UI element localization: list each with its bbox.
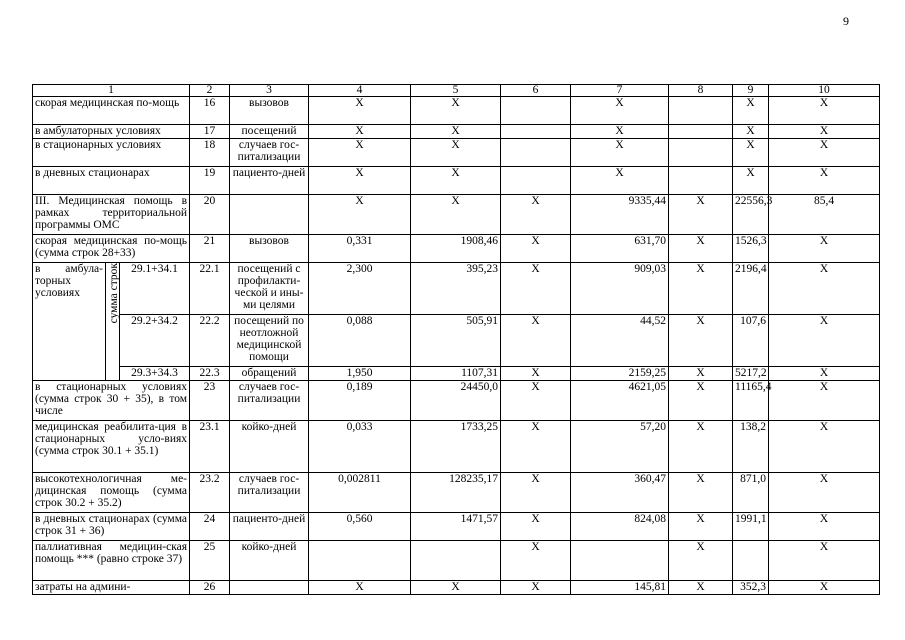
header-cell-7: 7 — [571, 85, 669, 97]
table-row — [33, 139, 880, 167]
header-cell-2: 2 — [190, 85, 230, 97]
line-number: 22.1 — [190, 263, 230, 315]
unit-cell: вызовов — [230, 235, 309, 263]
value-cell: 9335,44 — [571, 195, 669, 235]
value-cell: 1107,31 — [411, 367, 501, 381]
value-cell: 24450,0 — [411, 381, 501, 421]
unit-cell — [230, 581, 309, 595]
unit-cell: посещений по неотложной медицинской помощи — [230, 315, 309, 367]
value-cell: X — [571, 167, 669, 195]
value-cell — [309, 541, 411, 581]
value-cell: X — [769, 381, 880, 421]
value-cell: X — [309, 97, 411, 125]
unit-cell: случаев гос-питализации — [230, 473, 309, 513]
table-row — [33, 421, 880, 473]
value-cell: 909,03 — [571, 263, 669, 315]
ambulatory-label: в амбула-торных условиях — [33, 263, 106, 381]
header-cell-1: 1 — [33, 85, 190, 97]
table-row — [33, 167, 880, 195]
value-cell: X — [501, 195, 571, 235]
value-cell: 57,20 — [571, 421, 669, 473]
value-cell: X — [501, 263, 571, 315]
value-cell: X — [669, 513, 733, 541]
header-row — [33, 85, 880, 97]
unit-cell: койко-дней — [230, 541, 309, 581]
value-cell: 1526,3 — [733, 235, 769, 263]
unit-cell: пациенто-дней — [230, 513, 309, 541]
table-row — [33, 97, 880, 125]
value-cell: X — [769, 125, 880, 139]
row-name: паллиативная медицин-ская помощь *** (равно строке 37) — [33, 541, 190, 581]
value-cell: X — [309, 195, 411, 235]
table-row — [33, 381, 880, 421]
value-cell: 44,52 — [571, 315, 669, 367]
unit-cell: пациенто-дней — [230, 167, 309, 195]
line-number: 25 — [190, 541, 230, 581]
line-number: 21 — [190, 235, 230, 263]
value-cell: 395,23 — [411, 263, 501, 315]
table-row — [33, 195, 880, 235]
value-cell: X — [769, 581, 880, 595]
value-cell: X — [769, 315, 880, 367]
value-cell — [669, 167, 733, 195]
value-cell: X — [769, 263, 880, 315]
value-cell: X — [769, 473, 880, 513]
value-cell: 107,6 — [733, 315, 769, 367]
value-cell: X — [733, 97, 769, 125]
value-cell: 824,08 — [571, 513, 669, 541]
line-number: 23.2 — [190, 473, 230, 513]
line-number: 20 — [190, 195, 230, 235]
value-cell: 871,0 — [733, 473, 769, 513]
header-cell-4: 4 — [309, 85, 411, 97]
value-cell: 0,002811 — [309, 473, 411, 513]
value-cell: 128235,17 — [411, 473, 501, 513]
unit-cell: посещений с профилакти-ческой и ины-ми целями — [230, 263, 309, 315]
row-name: в дневных стационарах (сумма строк 31 + 36) — [33, 513, 190, 541]
value-cell: X — [733, 125, 769, 139]
row-name: скорая медицинская по-мощь — [33, 97, 190, 125]
row-name: в дневных стационарах — [33, 167, 190, 195]
unit-cell: посещений — [230, 125, 309, 139]
value-cell: X — [669, 263, 733, 315]
value-cell: 145,81 — [571, 581, 669, 595]
value-cell: X — [669, 367, 733, 381]
value-cell: 0,033 — [309, 421, 411, 473]
line-number: 23.1 — [190, 421, 230, 473]
table-row — [33, 513, 880, 541]
value-cell: X — [571, 97, 669, 125]
value-cell: X — [669, 581, 733, 595]
value-cell: 631,70 — [571, 235, 669, 263]
sum-formula: 29.3+34.3 — [120, 367, 190, 381]
row-name: в стационарных условиях (сумма строк 30 + 35), в том числе — [33, 381, 190, 421]
unit-cell: случаев гос-питализации — [230, 139, 309, 167]
row-name: в стационарных условиях — [33, 139, 190, 167]
value-cell: 1471,57 — [411, 513, 501, 541]
line-number: 19 — [190, 167, 230, 195]
value-cell: X — [309, 125, 411, 139]
header-cell-6: 6 — [501, 85, 571, 97]
row-name: в амбулаторных условиях — [33, 125, 190, 139]
value-cell: X — [769, 97, 880, 125]
value-cell: 2159,25 — [571, 367, 669, 381]
table-row — [33, 473, 880, 513]
value-cell: 2196,4 — [733, 263, 769, 315]
value-cell: X — [669, 541, 733, 581]
value-cell: 138,2 — [733, 421, 769, 473]
value-cell: X — [411, 195, 501, 235]
value-cell: X — [501, 315, 571, 367]
value-cell — [501, 97, 571, 125]
value-cell: X — [669, 421, 733, 473]
value-cell: X — [669, 381, 733, 421]
value-cell: 22556,3 — [733, 195, 769, 235]
value-cell: 505,91 — [411, 315, 501, 367]
value-cell: X — [411, 581, 501, 595]
value-cell: 1908,46 — [411, 235, 501, 263]
table-row — [33, 235, 880, 263]
table-row — [33, 541, 880, 581]
header-cell-9: 9 — [733, 85, 769, 97]
unit-cell: случаев гос-питализации — [230, 381, 309, 421]
table-row — [33, 125, 880, 139]
value-cell: 360,47 — [571, 473, 669, 513]
value-cell: X — [571, 125, 669, 139]
value-cell — [571, 541, 669, 581]
value-cell: X — [411, 97, 501, 125]
line-number: 22.2 — [190, 315, 230, 367]
row-name: затраты на админи- — [33, 581, 190, 595]
value-cell: 352,3 — [733, 581, 769, 595]
value-cell — [501, 139, 571, 167]
value-cell — [501, 125, 571, 139]
value-cell: 0,560 — [309, 513, 411, 541]
line-number: 26 — [190, 581, 230, 595]
row-name: скорая медицинская по-мощь (сумма строк 28+33) — [33, 235, 190, 263]
value-cell: 0,331 — [309, 235, 411, 263]
value-cell: X — [309, 139, 411, 167]
value-cell: X — [309, 167, 411, 195]
line-number: 16 — [190, 97, 230, 125]
value-cell: X — [411, 139, 501, 167]
value-cell: 1,950 — [309, 367, 411, 381]
table-row — [33, 315, 880, 367]
value-cell: 4621,05 — [571, 381, 669, 421]
value-cell: X — [501, 367, 571, 381]
unit-cell — [230, 195, 309, 235]
value-cell: X — [501, 235, 571, 263]
value-cell: X — [501, 581, 571, 595]
table-row — [33, 367, 880, 381]
row-name: медицинская реабилита-ция в стационарных усло-виях (сумма строк 30.1 + 35.1) — [33, 421, 190, 473]
row-name: высокотехнологичная ме-дицинская помощь (сумма строк 30.2 + 35.2) — [33, 473, 190, 513]
value-cell: X — [501, 541, 571, 581]
value-cell: X — [501, 421, 571, 473]
value-cell: X — [769, 541, 880, 581]
row-name: III. Медицинская помощь в рамках территориальной программы ОМС — [33, 195, 190, 235]
value-cell — [411, 541, 501, 581]
value-cell: X — [411, 167, 501, 195]
value-cell: X — [669, 473, 733, 513]
page-number: 9 — [843, 14, 849, 28]
value-cell: X — [769, 235, 880, 263]
value-cell: X — [669, 235, 733, 263]
value-cell: X — [733, 167, 769, 195]
value-cell: X — [669, 195, 733, 235]
value-cell: 0,189 — [309, 381, 411, 421]
unit-cell: койко-дней — [230, 421, 309, 473]
unit-cell: вызовов — [230, 97, 309, 125]
value-cell — [669, 97, 733, 125]
value-cell — [669, 125, 733, 139]
value-cell: X — [769, 513, 880, 541]
value-cell: X — [769, 421, 880, 473]
value-cell: 11165,4 — [733, 381, 769, 421]
value-cell: X — [501, 473, 571, 513]
line-number: 23 — [190, 381, 230, 421]
table-row — [33, 263, 880, 315]
value-cell: X — [669, 315, 733, 367]
header-cell-10: 10 — [769, 85, 880, 97]
value-cell: 1733,25 — [411, 421, 501, 473]
header-cell-3: 3 — [230, 85, 309, 97]
value-cell — [669, 139, 733, 167]
line-number: 24 — [190, 513, 230, 541]
table-row — [33, 581, 880, 595]
value-cell: 85,4 — [769, 195, 880, 235]
line-number: 22.3 — [190, 367, 230, 381]
value-cell: 2,300 — [309, 263, 411, 315]
sum-formula: 29.1+34.1 — [120, 263, 190, 315]
value-cell: X — [309, 581, 411, 595]
sum-formula: 29.2+34.2 — [120, 315, 190, 367]
budget-table — [32, 84, 880, 595]
value-cell: X — [501, 513, 571, 541]
line-number: 17 — [190, 125, 230, 139]
sum-of-lines-label: сумма строк — [106, 263, 120, 381]
line-number: 18 — [190, 139, 230, 167]
value-cell: X — [571, 139, 669, 167]
header-cell-5: 5 — [411, 85, 501, 97]
value-cell: X — [733, 139, 769, 167]
unit-cell: обращений — [230, 367, 309, 381]
value-cell: 5217,2 — [733, 367, 769, 381]
value-cell: 0,088 — [309, 315, 411, 367]
value-cell: X — [501, 381, 571, 421]
header-cell-8: 8 — [669, 85, 733, 97]
value-cell: 1991,1 — [733, 513, 769, 541]
value-cell: X — [769, 367, 880, 381]
value-cell — [733, 541, 769, 581]
value-cell — [501, 167, 571, 195]
value-cell: X — [411, 125, 501, 139]
value-cell: X — [769, 139, 880, 167]
value-cell: X — [769, 167, 880, 195]
